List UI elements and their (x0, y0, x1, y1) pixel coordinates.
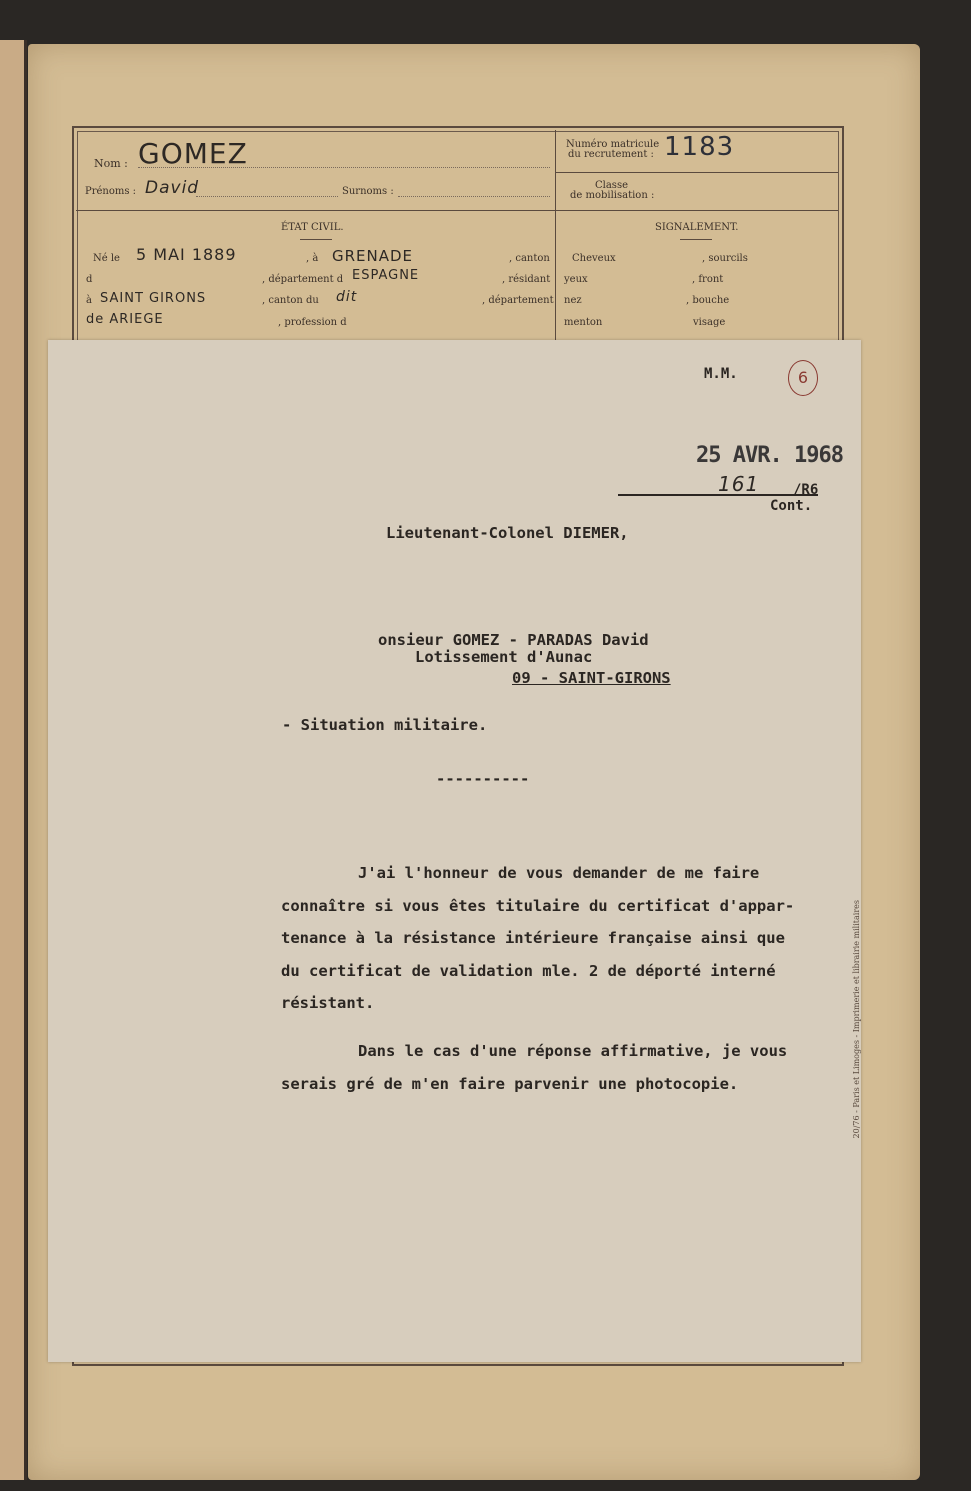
a2-label: à (86, 295, 92, 306)
ne-le-value: 5 MAI 1889 (136, 245, 237, 264)
dotted-line (398, 195, 550, 197)
matricule-label-2: du recrutement : (568, 149, 654, 160)
card-divider (555, 130, 556, 342)
sender-line: Lieutenant-Colonel DIEMER, (386, 524, 629, 542)
recipient-address: Lotissement d'Aunac (415, 648, 593, 666)
departement2-label: , département (482, 295, 554, 306)
body-line: Dans le cas d'une réponse affirmative, je vous (358, 1042, 788, 1060)
dotted-line (196, 195, 338, 197)
recipient-city: 09 - SAINT-GIRONS (512, 669, 671, 687)
cheveux-label: Cheveux (572, 253, 616, 264)
recipient-name: onsieur GOMEZ - PARADAS David (378, 631, 649, 649)
body-line: résistant. (281, 994, 375, 1012)
mm-header: M.M. (704, 366, 738, 382)
dotted-line (138, 166, 550, 168)
visage-label: visage (693, 317, 726, 328)
nez-label: nez (564, 295, 582, 306)
departement-label: , département d (262, 274, 344, 285)
classe-label: Classe (595, 180, 628, 191)
body-line: connaître si vous êtes titulaire du certificat d'appar- (281, 897, 795, 915)
front-label: , front (692, 274, 724, 285)
subject-line: - Situation militaire. (282, 716, 488, 734)
bouche-label: , bouche (686, 295, 730, 306)
menton-label: menton (564, 317, 603, 328)
card-rule (76, 210, 556, 211)
classe-label-2: de mobilisation : (570, 190, 655, 201)
surnoms-label: Surnoms : (342, 186, 394, 197)
circled-number: 6 (788, 360, 818, 396)
cont-label: Cont. (770, 498, 813, 514)
matricule-value: 1183 (664, 132, 735, 162)
card-rule (556, 210, 838, 211)
body-line: J'ai l'honneur de vous demander de me faire (358, 864, 760, 882)
profession-label: , profession d (278, 317, 347, 328)
canton-label: , canton (509, 253, 550, 264)
body-line: tenance à la résistance intérieure française ainsi que (281, 929, 785, 947)
heading-underline (300, 239, 332, 240)
reference-suffix: /R6 (793, 482, 819, 498)
ne-le-label: Né le (93, 253, 120, 264)
sourcils-label: , sourcils (702, 253, 748, 264)
a-label: , à (306, 253, 319, 264)
lieu-value: GRENADE (332, 247, 414, 265)
card-rule (556, 172, 838, 173)
canton-du-label: , canton du (262, 295, 319, 306)
body-line: serais gré de m'en faire parvenir une photocopie. (281, 1075, 739, 1093)
body-line: du certificat de validation mle. 2 de déporté interné (281, 962, 776, 980)
separator: ---------- (436, 770, 530, 788)
prenoms-value: David (145, 178, 200, 198)
date-stamp: 25 AVR. 1968 (696, 443, 843, 468)
nom-value: GOMEZ (138, 137, 248, 170)
departement-value: ESPAGNE (352, 268, 420, 283)
matricule-label: Numéro matricule (566, 139, 660, 150)
nom-label: Nom : (94, 157, 128, 170)
reference-number: 161 (718, 472, 760, 496)
residence-value: SAINT GIRONS (100, 291, 207, 306)
signalement-heading: SIGNALEMENT. (655, 222, 739, 233)
etat-civil-heading: ÉTAT CIVIL. (281, 222, 344, 233)
prenoms-label: Prénoms : (85, 186, 137, 197)
heading-underline (680, 239, 712, 240)
residant-label: , résidant (502, 274, 551, 285)
canton-du-value: dit (336, 289, 358, 305)
yeux-label: yeux (564, 274, 588, 285)
printer-imprint: 20/76 - Paris et Limoges - Imprimerie et librairie militaires (852, 900, 861, 1139)
binder-edge (0, 40, 27, 1480)
de-value: de ARIEGE (86, 312, 164, 327)
d-label: d (86, 274, 93, 285)
